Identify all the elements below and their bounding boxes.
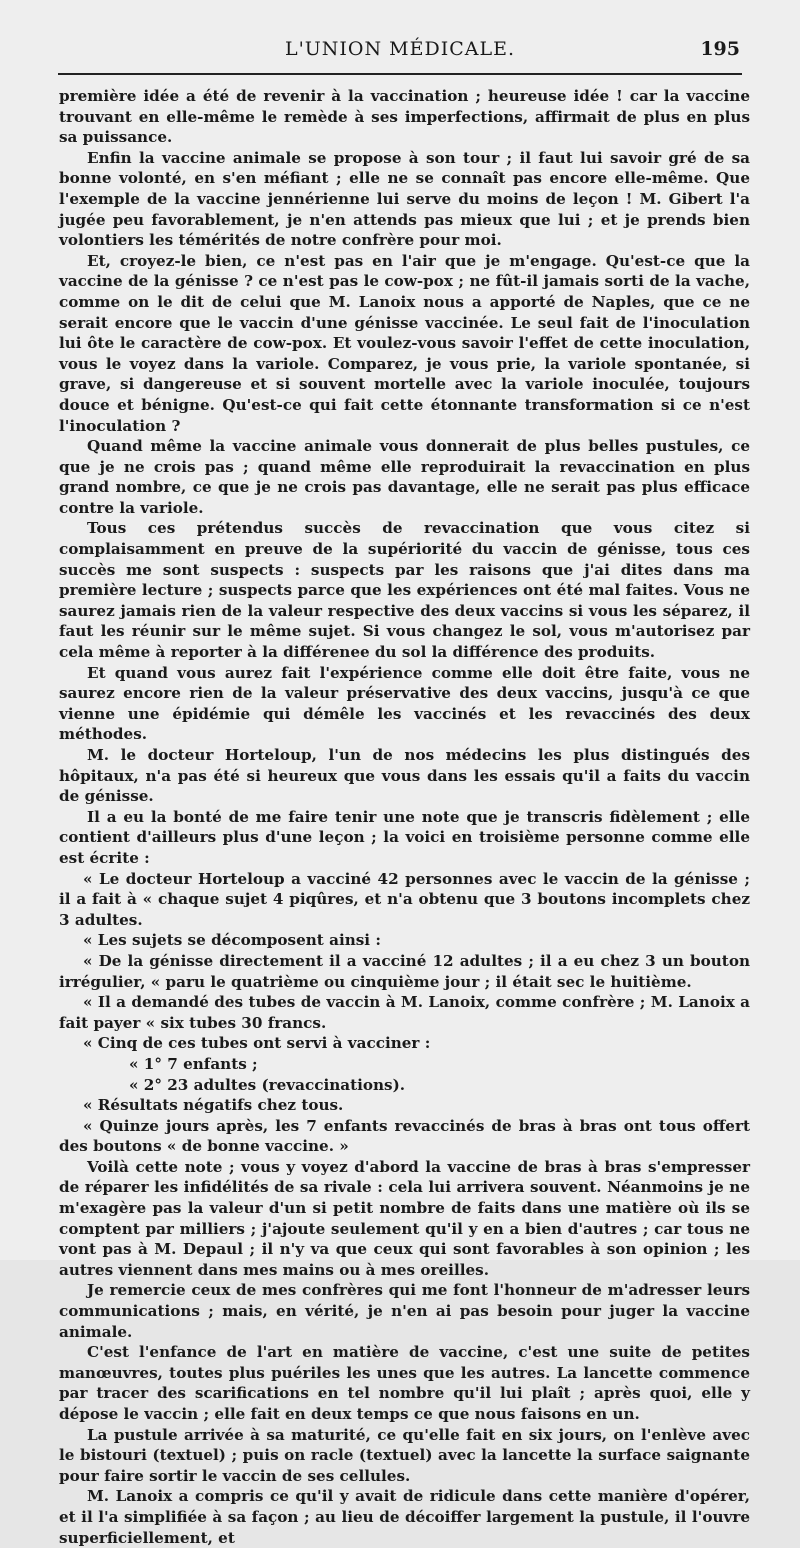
paragraph: Et, croyez-le bien, ce n'est pas en l'air que je m'engage. Qu'est-ce que la vaccine de la génisse ? ce n'est pas le cow-pox ; ne fût-il jamais sorti de la vache, comme on le dit de celui que M. Lanoix nous a apporté de Naples, que ce ne serait encore que le vaccin d'une génisse vaccinée. Le seul fait de l'inoculation lui ôte le caractère de cow-pox. Et voulez-vous savoir l'effet de cette inoculation, vous le voyez dans la variole. Comparez, je vous prie, la variole spontanée, si grave, si dangereuse et si souvent mortelle avec la variole inoculée, toujours douce et bénigne. Qu'est-ce qui fait cette étonnante transformation si ce n'est l'inoculation ? (59, 251, 750, 435)
paragraph: La pustule arrivée à sa maturité, ce qu'elle fait en six jours, on l'enlève avec le bistouri (textuel) ; puis on racle (textuel) avec la lancette la surface saignante pour faire sortir le vaccin de ses cellules. (59, 1425, 750, 1485)
page-header (56, 36, 744, 66)
paragraph: Quand même la vaccine animale vous donnerait de plus belles pustules, ce que je ne crois pas ; quand même elle reproduirait la revaccination en plus grand nombre, ce que je ne crois pas davantage, elle ne serait pas plus efficace contre la variole. (59, 437, 750, 517)
paragraph: première idée a été de revenir à la vaccination ; heureuse idée ! car la vaccine trouvant en elle-même le remède à ses imperfections, affirmait de plus en plus sa puissance. (59, 87, 750, 147)
quoted-line: « Résultats négatifs chez tous. (83, 1096, 344, 1115)
quoted-list-item: « 2° 23 adultes (revaccinations). (129, 1075, 406, 1094)
paragraph: Il a eu la bonté de me faire tenir une note que je transcris fidèlement ; elle contient d'ailleurs plus d'une leçon ; la voici en troisième personne comme elle est écrite : (59, 807, 750, 867)
quoted-line: « Quinze jours après, les 7 enfants revaccinés de bras à bras ont tous offert des boutons « de bonne vaccine. » (59, 1116, 750, 1156)
article-body (59, 86, 750, 1548)
paragraph: C'est l'enfance de l'art en matière de vaccine, c'est une suite de petites manœuvres, toutes plus puériles les unes que les autres. La lancette commence par tracer des scarifications en tel nombre qu'il lui plaît ; après quoi, elle y dépose le vaccin ; elle fait en deux temps ce que nous faisons en un. (59, 1343, 750, 1423)
quoted-line: « Cinq de ces tubes ont servi à vacciner : (83, 1034, 431, 1053)
page-number: 195 (700, 38, 740, 60)
quoted-line: « De la génisse directement il a vacciné 12 adultes ; il a eu chez 3 un bouton irrégulier, « paru le quatrième ou cinquième jour ; il était sec le huitième. (59, 951, 750, 991)
paragraph: M. le docteur Horteloup, l'un de nos médecins les plus distingués des hôpitaux, n'a pas été si heureux que vous dans les essais qu'il a faits du vaccin de génisse. (59, 746, 750, 806)
quoted-line: « Les sujets se décomposent ainsi : (83, 931, 381, 950)
paragraph: Tous ces prétendus succès de revaccination que vous citez si complaisamment en preuve de la supériorité du vaccin de génisse, tous ces succès me sont suspects : suspects par les raisons que j'ai dites dans ma première lecture ; suspects parce que les expériences ont été mal faites. Vous ne saurez jamais rien de la valeur respective des deux vaccins si vous les séparez, il faut les réunir sur le même sujet. Si vous changez le sol, vous m'autorisez par cela même à reporter à la différenee du sol la différence des produits. (59, 519, 750, 662)
quoted-line: « Le docteur Horteloup a vacciné 42 personnes avec le vaccin de la génisse ; il a fait à « chaque sujet 4 piqûres, et n'a obtenu que 3 boutons incomplets chez 3 adultes. (59, 869, 750, 929)
running-title: L'UNION MÉDICALE. (284, 38, 516, 60)
paragraph: Et quand vous aurez fait l'expérience comme elle doit être faite, vous ne saurez encore rien de la valeur préservative des deux vaccins, jusqu'à ce que vienne une épidémie qui démêle les vaccinés et les revaccinés des deux méthodes. (59, 663, 750, 744)
paragraph: M. Lanoix a compris ce qu'il y avait de ridicule dans cette manière d'opérer, et il l'a simplifiée à sa façon ; au lieu de décoiffer largement la pustule, il l'ouvre superficiellement, et (59, 1487, 750, 1547)
paragraph: Je remercie ceux de mes confrères qui me font l'honneur de m'adresser leurs communications ; mais, en vérité, je n'en ai pas besoin pour juger la vaccine animale. (59, 1281, 750, 1341)
paragraph: Voilà cette note ; vous y voyez d'abord la vaccine de bras à bras s'empresser de réparer les infidélités de sa rivale : cela lui arrivera souvent. Néanmoins je ne m'exagère pas la valeur d'un si petit nombre de faits dans une matière où ils se comptent par milliers ; j'ajoute seulement qu'il y en a bien d'autres ; car tous ne vont pas à M. Depaul ; il n'y va que ceux qui sont favorables à son opinion ; les autres viennent dans mes mains ou à mes oreilles. (59, 1157, 750, 1279)
paragraph: Enfin la vaccine animale se propose à son tour ; il faut lui savoir gré de sa bonne volonté, en s'en méfiant ; elle ne se connaît pas encore elle-même. Que l'exemple de la vaccine jennérienne lui serve du moins de leçon ! M. Gibert l'a jugée peu favorablement, je n'en attends pas mieux que lui ; et je prends bien volontiers les témérités de notre confrère pour moi. (59, 148, 750, 250)
quoted-line: « Il a demandé des tubes de vaccin à M. Lanoix, comme confrère ; M. Lanoix a fait payer « six tubes 30 francs. (59, 993, 750, 1032)
header-rule (58, 73, 742, 75)
quoted-list-item: « 1° 7 enfants ; (129, 1054, 258, 1073)
